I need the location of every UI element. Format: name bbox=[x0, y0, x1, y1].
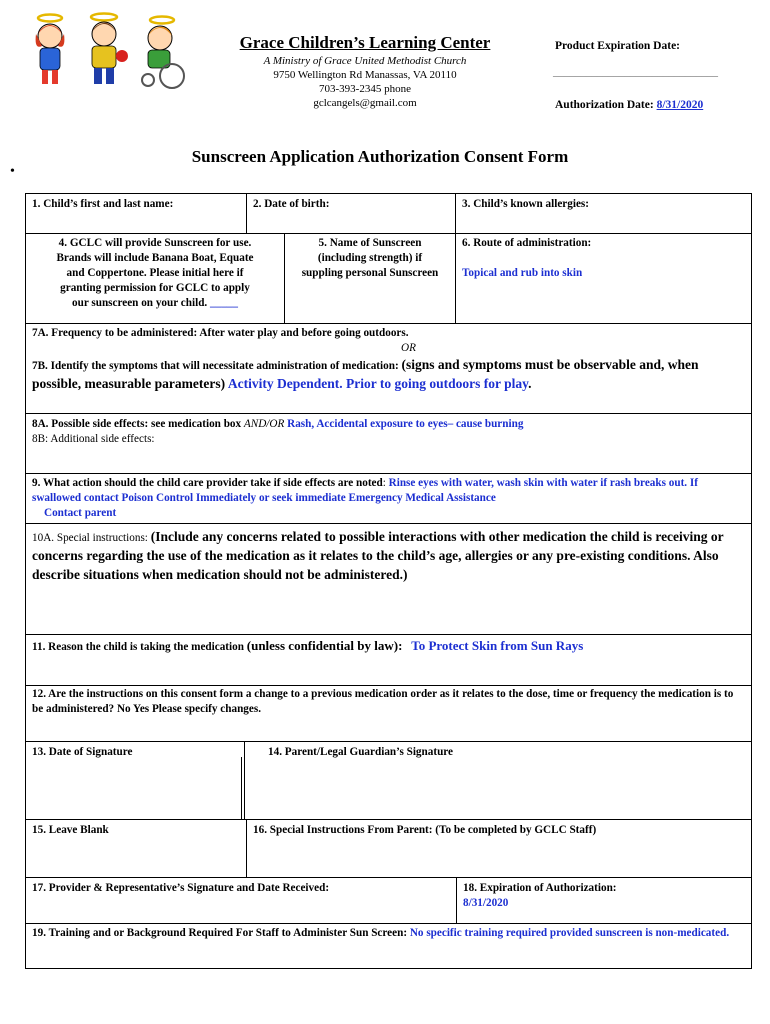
authorization-date bbox=[555, 99, 703, 111]
f16-label: 16. Special Instructions From Parent: (To be completed by GCLC Staff) bbox=[253, 824, 597, 836]
child-name-field[interactable] bbox=[25, 193, 247, 234]
email-line: gclcangels@gmail.com bbox=[313, 97, 417, 109]
f14-label: 14. Parent/Legal Guardian’s Signature bbox=[268, 746, 454, 758]
f12-text: 12. Are the instructions on this consent form a change to a previous medication order as it relates to the dose, time or frequency the medication is to be administered? No Yes Please specify changes. bbox=[32, 688, 734, 715]
f9-colon: : bbox=[382, 477, 389, 489]
f2-label: 2. Date of birth: bbox=[253, 198, 330, 210]
initial-blank[interactable]: _____ bbox=[210, 297, 238, 309]
f7b-end: . bbox=[528, 376, 532, 391]
gclc-sunscreen-field[interactable] bbox=[25, 233, 285, 324]
f8a-value: Rash, Accidental exposure to eyes– cause burning bbox=[287, 418, 524, 430]
f11-label: 11. Reason the child is taking the medication bbox=[32, 641, 247, 653]
f10-label: 10A. Special instructions: bbox=[32, 532, 151, 544]
f4-line5: our sunscreen on your child. bbox=[72, 297, 208, 309]
f7b-value: Activity Dependent. Prior to going outdoors for play bbox=[227, 376, 529, 391]
authorization-date-label: Authorization Date: bbox=[555, 99, 654, 111]
f11-value: To Protect Skin from Sun Rays bbox=[411, 638, 584, 653]
change-order-field[interactable] bbox=[25, 685, 752, 742]
f7b-label: 7B. Identify the symptoms that will necessitate administration of medication: bbox=[32, 360, 402, 372]
f9-value2: Contact parent bbox=[44, 507, 117, 519]
f1-label: 1. Child’s first and last name: bbox=[32, 198, 174, 210]
f7-or: OR bbox=[401, 342, 416, 354]
f7a-text: 7A. Frequency to be administered: After water play and before going outdoors. bbox=[32, 327, 409, 339]
f5-line2: (including strength) if bbox=[317, 252, 423, 264]
f9-label: 9. What action should the child care provider take if side effects are noted bbox=[32, 477, 383, 489]
f11-bold: (unless confidential by law): bbox=[246, 638, 403, 653]
side-effects-field[interactable] bbox=[25, 413, 752, 474]
address-line: 9750 Wellington Rd Manassas, VA 20110 bbox=[273, 69, 457, 81]
sunscreen-name-field[interactable] bbox=[284, 233, 456, 324]
f17-label: 17. Provider & Representative’s Signature and Date Received: bbox=[32, 882, 330, 894]
f7b-bold: (signs and symptoms must be observable and, when possible, measurable parameters) bbox=[32, 357, 699, 391]
f13-label: 13. Date of Signature bbox=[32, 746, 133, 758]
f4-line3: and Coppertone. Please initial here if bbox=[66, 267, 244, 279]
known-allergies-field[interactable] bbox=[455, 193, 752, 234]
f15-label: 15. Leave Blank bbox=[32, 824, 109, 836]
date-of-signature-field[interactable] bbox=[25, 741, 245, 820]
product-expiration-label: Product Expiration Date: bbox=[555, 40, 681, 52]
frequency-field[interactable] bbox=[25, 323, 752, 414]
f6-value: Topical and rub into skin bbox=[462, 267, 583, 279]
action-field[interactable] bbox=[25, 473, 752, 524]
expiration-field[interactable] bbox=[456, 877, 752, 924]
f4-line1: 4. GCLC will provide Sunscreen for use. bbox=[58, 237, 252, 249]
special-instructions-field[interactable] bbox=[25, 523, 752, 635]
f6-label: 6. Route of administration: bbox=[462, 237, 592, 249]
org-name: Grace Children’s Learning Center bbox=[239, 33, 491, 52]
date-of-birth-field[interactable] bbox=[246, 193, 456, 234]
bullet-mark: • bbox=[10, 164, 15, 179]
provider-signature-field[interactable] bbox=[25, 877, 457, 924]
f18-value: 8/31/2020 bbox=[463, 897, 509, 909]
f4-line4: granting permission for GCLC to apply bbox=[60, 282, 250, 294]
f3-label: 3. Child’s known allergies: bbox=[462, 198, 590, 210]
parent-instructions-field[interactable] bbox=[246, 819, 752, 878]
f19-label: 19. Training and or Background Required For Staff to Administer Sun Screen: bbox=[32, 927, 410, 939]
consent-form bbox=[25, 193, 752, 969]
product-expiration-field[interactable]: ______________________________ bbox=[553, 66, 718, 78]
ministry-line: A Ministry of Grace United Methodist Church bbox=[263, 55, 467, 67]
f9-value: Rinse eyes with water, wash skin with water if rash breaks out. If swallowed contact Poison Control Immediately or seek immediate Emergency Medical Assistance bbox=[32, 477, 698, 504]
f5-line1: 5. Name of Sunscreen bbox=[318, 237, 422, 249]
guardian-signature-field[interactable] bbox=[244, 741, 752, 820]
reason-field[interactable] bbox=[25, 634, 752, 686]
f19-value: No specific training required provided sunscreen is non-medicated. bbox=[409, 927, 730, 939]
authorization-date-value: 8/31/2020 bbox=[656, 99, 704, 111]
f8a-label: 8A. Possible side effects: see medication box bbox=[32, 418, 244, 430]
form-title: Sunscreen Application Authorization Consent Form bbox=[191, 147, 569, 166]
signature-divider bbox=[241, 757, 242, 819]
f4-line2: Brands will include Banana Boat, Equate bbox=[56, 252, 254, 264]
leave-blank-field bbox=[25, 819, 247, 878]
f8a-italic: AND/OR bbox=[243, 418, 285, 430]
f18-label: 18. Expiration of Authorization: bbox=[463, 882, 617, 894]
f5-line3: suppling personal Sunscreen bbox=[301, 267, 439, 279]
f8b-label: 8B: Additional side effects: bbox=[32, 433, 155, 445]
children-angels-logo bbox=[22, 12, 192, 92]
phone-line: 703-393-2345 phone bbox=[319, 83, 411, 95]
training-field[interactable] bbox=[25, 923, 752, 969]
route-field[interactable] bbox=[455, 233, 752, 324]
f10-bold: (Include any concerns related to possible interactions with other medication the child is receiving or concerns regarding the use of the medication as it relates to the child’s age, allergies or any pre-existing conditions. Also describe situations when medication should not be administered.) bbox=[32, 529, 724, 582]
